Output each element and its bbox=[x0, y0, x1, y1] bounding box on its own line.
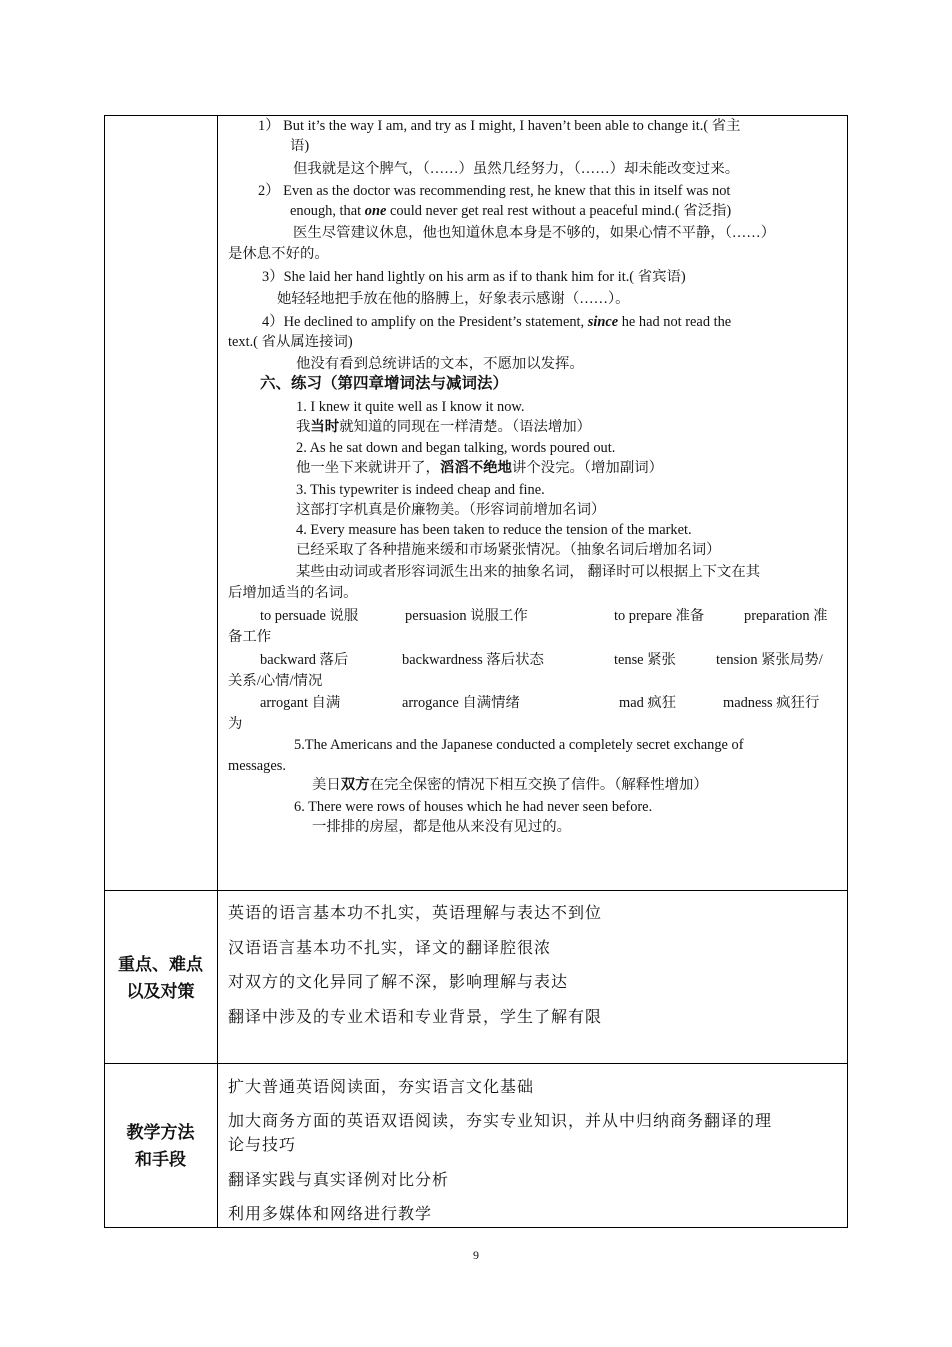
exercise-5-translation: 美日双方在完全保密的情况下相互交换了信件。（解释性增加） bbox=[312, 777, 708, 793]
example-3-line-1: 3）She laid her hand lightly on his arm as if to thank him for it.( 省宾语) bbox=[262, 269, 686, 285]
method-2-line-2: 论与技巧 bbox=[228, 1135, 297, 1154]
example-3-translation: 她轻轻地把手放在他的胳膊上，好象表示感谢（……）。 bbox=[277, 291, 630, 307]
word-pair-2e: 关系/心情/情况 bbox=[228, 673, 323, 689]
keypoint-2: 汉语语言基本功不扎实，译文的翻译腔很浓 bbox=[228, 938, 552, 957]
keypoints-label-line-2: 以及对策 bbox=[126, 982, 195, 1002]
keypoints-label-line-1: 重点、难点 bbox=[118, 955, 203, 975]
example-2-translation-1: 医生尽管建议休息，他也知道休息本身是不够的，如果心情不平静，（……） bbox=[293, 225, 776, 241]
keypoint-1: 英语的语言基本功不扎实，英语理解与表达不到位 bbox=[228, 903, 603, 922]
keypoints-label bbox=[104, 952, 217, 1006]
word-pair-3d: madness 疯狂行 bbox=[723, 695, 820, 711]
exercise-4: 4. Every measure has been taken to reduce the tension of the market. bbox=[296, 522, 692, 538]
word-pair-3b: arrogance 自满情绪 bbox=[402, 695, 520, 711]
methods-label-line-1: 教学方法 bbox=[126, 1123, 195, 1143]
example-4-translation: 他没有看到总统讲话的文本，不愿加以发挥。 bbox=[296, 356, 584, 372]
exercise-6-translation: 一排排的房屋，都是他从来没有见过的。 bbox=[312, 819, 572, 835]
word-pair-2b: backwardness 落后状态 bbox=[402, 652, 544, 668]
exercise-1: 1. I knew it quite well as I know it now. bbox=[296, 399, 525, 415]
exercise-2: 2. As he sat down and began talking, words poured out. bbox=[296, 440, 616, 456]
word-pair-2d: tension 紧张局势/ bbox=[716, 652, 823, 668]
exercise-note-1: 某些由动词或者形容词派生出来的抽象名词， 翻译时可以根据上下文在其 bbox=[296, 564, 761, 580]
exercise-2-translation: 他一坐下来就讲开了，滔滔不绝地讲个没完。（增加副词） bbox=[296, 460, 663, 476]
methods-label bbox=[104, 1120, 217, 1174]
word-pair-1d: preparation 准 bbox=[744, 608, 828, 624]
word-pair-2c: tense 紧张 bbox=[614, 652, 676, 668]
row-divider-1 bbox=[104, 890, 848, 891]
column-divider bbox=[217, 115, 218, 1228]
word-pair-1c: to prepare 准备 bbox=[614, 608, 705, 624]
method-1: 扩大普通英语阅读面，夯实语言文化基础 bbox=[228, 1077, 535, 1096]
exercise-5: 5.The Americans and the Japanese conducted a completely secret exchange of bbox=[294, 737, 744, 753]
word-pair-1e: 备工作 bbox=[228, 629, 272, 645]
example-2-line-1: 2） Even as the doctor was recommending rest, he knew that this in itself was not bbox=[258, 183, 731, 199]
method-3: 翻译实践与真实译例对比分析 bbox=[228, 1170, 450, 1189]
method-2-line-1: 加大商务方面的英语双语阅读，夯实专业知识，并从中归纳商务翻译的理 bbox=[228, 1111, 773, 1130]
exercise-1-translation: 我当时就知道的同现在一样清楚。（语法增加） bbox=[296, 419, 592, 435]
word-pair-3e: 为 bbox=[228, 716, 243, 732]
word-pair-2a: backward 落后 bbox=[260, 652, 349, 668]
example-1-line-2: 语) bbox=[290, 138, 310, 154]
example-4-line-2: text.( 省从属连接词) bbox=[228, 334, 353, 350]
word-pair-3c: mad 疯狂 bbox=[619, 695, 677, 711]
exercise-note-2: 后增加适当的名词。 bbox=[228, 585, 358, 601]
exercise-4-translation: 已经采取了各种措施来缓和市场紧张情况。（抽象名词后增加名词） bbox=[296, 542, 721, 558]
exercise-5-line-2: messages. bbox=[228, 758, 286, 774]
example-1-translation: 但我就是这个脾气，（……）虽然几经努力，（……）却未能改变过来。 bbox=[293, 161, 740, 177]
word-pair-3a: arrogant 自满 bbox=[260, 695, 341, 711]
keypoint-3: 对双方的文化异同了解不深，影响理解与表达 bbox=[228, 972, 569, 991]
row-divider-2 bbox=[104, 1063, 848, 1064]
keypoint-4: 翻译中涉及的专业术语和专业背景，学生了解有限 bbox=[228, 1007, 603, 1026]
exercise-3-translation: 这部打字机真是价廉物美。（形容词前增加名词） bbox=[296, 502, 606, 518]
word-pair-1a: to persuade 说服 bbox=[260, 608, 359, 624]
example-1-line-1: 1） But it’s the way I am, and try as I might, I haven’t been able to change it.( 省主 bbox=[258, 118, 741, 134]
methods-label-line-2: 和手段 bbox=[135, 1150, 186, 1170]
exercise-6: 6. There were rows of houses which he had never seen before. bbox=[294, 799, 653, 815]
example-2-line-2: enough, that one could never get real rest without a peaceful mind.( 省泛指) bbox=[290, 203, 732, 219]
exercise-3: 3. This typewriter is indeed cheap and fine. bbox=[296, 482, 545, 498]
word-pair-1b: persuasion 说服工作 bbox=[405, 608, 528, 624]
example-4-line-1: 4）He declined to amplify on the President’s statement, since he had not read the bbox=[262, 314, 732, 330]
method-4: 利用多媒体和网络进行教学 bbox=[228, 1204, 433, 1223]
example-2-translation-2: 是休息不好的。 bbox=[228, 246, 329, 262]
page-number: 9 bbox=[473, 1248, 479, 1262]
exercise-heading: 六、练习（第四章增词法与减词法） bbox=[260, 375, 509, 392]
